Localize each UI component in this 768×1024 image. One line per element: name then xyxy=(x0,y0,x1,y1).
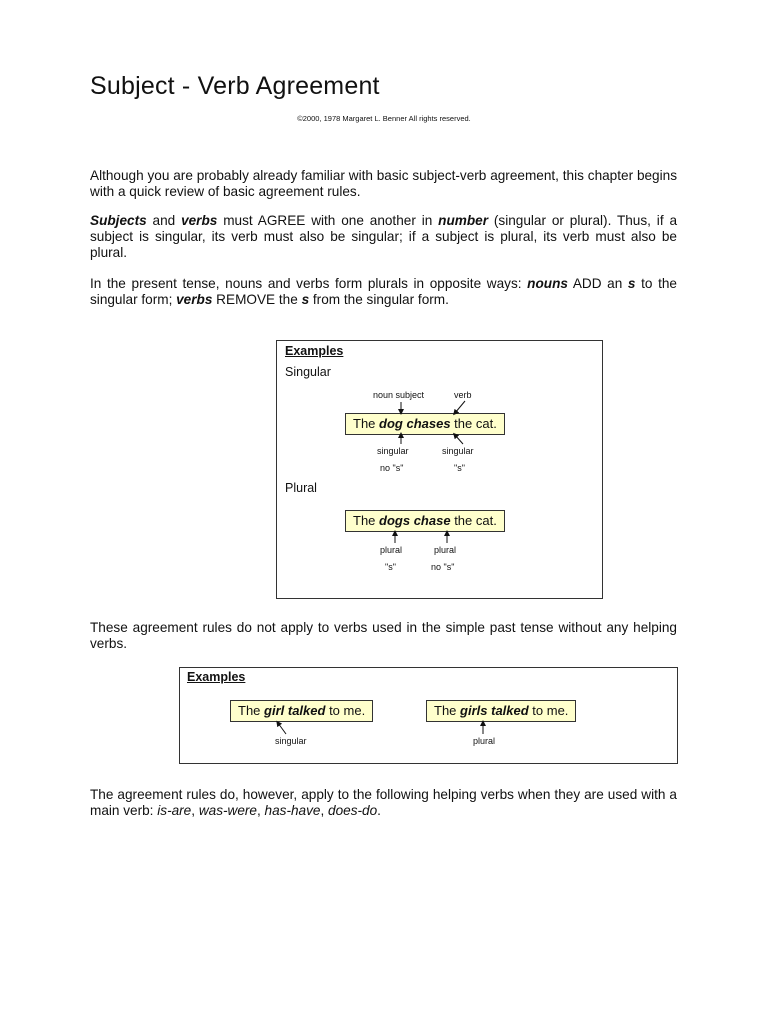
arrow-past-singular xyxy=(278,723,286,734)
text-run: (singular or plural). Thus, if a subject is singular, its verb must also be singular; if a subject is plural, its verb must also be plural. xyxy=(90,213,678,260)
annotation-arrows xyxy=(277,341,602,598)
text-run: In the present tense, nouns and verbs form plurals in opposite ways: xyxy=(90,276,528,291)
verb-pair-has-have: has-have xyxy=(264,803,321,818)
verb-pair-was-were: was-were xyxy=(198,803,257,818)
text-run: to me. xyxy=(325,703,366,718)
plurals-paragraph xyxy=(90,276,677,308)
no-s-annotation: no "s" xyxy=(431,562,455,572)
text-run: The xyxy=(238,703,265,718)
plural-annotation: plural xyxy=(473,736,496,746)
copyright-notice: ©2000, 1978 Margaret L. Benner All rights reserved. xyxy=(297,114,471,123)
text-run: the cat. xyxy=(450,513,497,528)
singular-label: Singular xyxy=(285,365,331,379)
noun-dogs: dogs xyxy=(379,513,411,528)
s-annotation: "s" xyxy=(454,463,465,473)
plural-label: Plural xyxy=(285,481,317,495)
singular-annotation: singular xyxy=(442,446,474,456)
example-box-present xyxy=(276,340,603,599)
text-run: . xyxy=(377,803,381,818)
noun-girls: girls xyxy=(460,703,488,718)
arrow-singular-verb xyxy=(455,435,463,444)
noun-dog: dog xyxy=(379,416,403,431)
text-run: ADD an xyxy=(567,276,628,291)
arrow-verb xyxy=(455,401,465,413)
verb-annotation: verb xyxy=(454,390,472,400)
annotation-arrows xyxy=(180,668,677,763)
text-run: The xyxy=(353,416,380,431)
text-run: to the singular form; xyxy=(90,276,677,307)
past-tense-text: These agreement rules do not apply to verbs used in the simple past tense without any helping verbs. xyxy=(90,620,677,651)
term-nouns: nouns xyxy=(527,276,568,291)
plural-annotation: plural xyxy=(434,545,457,555)
text-run: REMOVE the xyxy=(212,292,302,307)
text-run: and xyxy=(146,213,182,228)
verb-chases: chases xyxy=(406,416,451,431)
verb-chase: chase xyxy=(413,513,451,528)
verb-pair-is-are: is-are xyxy=(157,803,192,818)
helping-verbs-paragraph xyxy=(90,787,677,819)
s-annotation: "s" xyxy=(385,562,396,572)
noun-girl: girl xyxy=(264,703,285,718)
verb-talked: talked xyxy=(287,703,326,718)
intro-paragraph xyxy=(90,168,677,200)
term-s: s xyxy=(301,292,310,307)
examples-heading: Examples xyxy=(285,344,344,358)
text-run: , xyxy=(191,803,199,818)
plural-annotation: plural xyxy=(380,545,403,555)
term-subjects: Subjects xyxy=(90,213,147,228)
term-number: number xyxy=(438,213,489,228)
text-run: the cat. xyxy=(450,416,497,431)
agreement-paragraph xyxy=(90,213,677,261)
example-box-past xyxy=(179,667,678,764)
intro-text: Although you are probably already familiar with basic subject-verb agreement, this chapter begins with a quick review of basic agreement rules. xyxy=(90,168,677,199)
term-verbs: verbs xyxy=(181,213,218,228)
text-run: from the singular form. xyxy=(309,292,449,307)
text-run: The xyxy=(353,513,380,528)
text-run: The xyxy=(434,703,461,718)
text-run: The agreement rules do, however, apply to the following helping verbs when they are used with a main verb: xyxy=(90,787,677,818)
singular-annotation: singular xyxy=(275,736,307,746)
no-s-annotation: no "s" xyxy=(380,463,404,473)
verb-talked: talked xyxy=(491,703,529,718)
text-run: must AGREE with one another in xyxy=(217,213,439,228)
text-run: , xyxy=(256,803,265,818)
text-run: , xyxy=(320,803,329,818)
term-verbs: verbs xyxy=(176,292,213,307)
term-s: s xyxy=(627,276,636,291)
singular-annotation: singular xyxy=(377,446,409,456)
page-title: Subject - Verb Agreement xyxy=(90,72,380,100)
noun-subject-annotation: noun subject xyxy=(373,390,425,400)
examples-heading: Examples xyxy=(187,670,246,684)
text-run: to me. xyxy=(528,703,569,718)
past-tense-paragraph xyxy=(90,620,677,652)
verb-pair-does-do: does-do xyxy=(328,803,378,818)
